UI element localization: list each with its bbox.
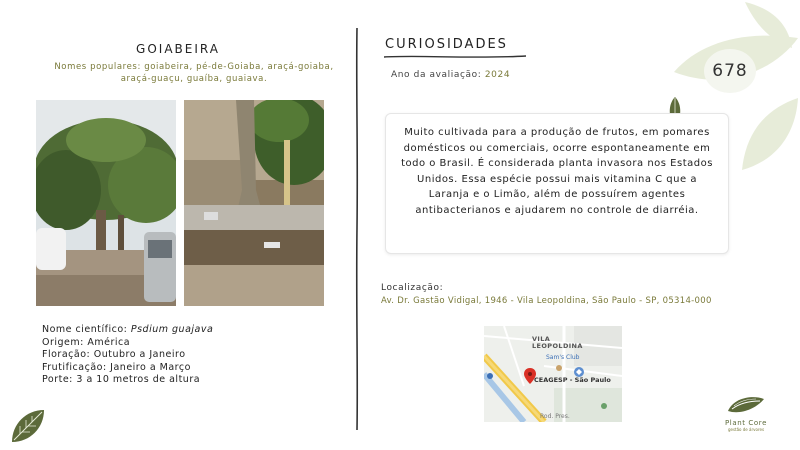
section-title: CURIOSIDADES	[385, 37, 508, 52]
brand-name: Plant Core	[724, 419, 768, 427]
tree-number: 678	[712, 61, 748, 81]
map-store-label: Sam's Club	[546, 354, 580, 361]
title-underline	[382, 54, 528, 60]
location-map[interactable]	[484, 326, 622, 422]
popular-names: Nomes populares: goiabeira, pé-de-Goiaba, araçá-goiaba, araçá-guaçu, guaíba, guaiava.	[54, 62, 334, 84]
plant-info	[42, 324, 213, 387]
map-neighborhood: VILA LEOPOLDINA	[532, 335, 583, 350]
trunk-photo	[184, 100, 324, 306]
map-place-label: CEAGESP - São Paulo	[534, 376, 611, 384]
species-title: GOIABEIRA	[136, 42, 220, 56]
flowering: Floração: Outubro a Janeiro	[42, 349, 186, 361]
scientific-name: Nome científico: Psdium guajava	[42, 324, 214, 335]
address: Av. Dr. Gastão Vidigal, 1946 - Vila Leopoldina, São Paulo - SP, 05314-000	[381, 296, 712, 306]
leaf-bottom-icon	[742, 98, 798, 170]
brand-tagline: gestão de árvores	[727, 427, 765, 432]
evaluation-year: Ano da avaliação: 2024	[391, 70, 511, 80]
curiosity-text: Muito cultivada para a produção de frutos, em pomares domésticos ou comerciais, ocorre espontaneamente em todo o Brasil. É considerada planta invasora nos Estados Unidos. Essa espécie possui mais vitamina C que a Laranja e o Limão, além de possuírem agentes antibacterianos e ajudarem no controle de diarréia.	[401, 127, 713, 216]
map-road-label: Rod. Pres.	[540, 413, 570, 420]
curiosity-card	[385, 113, 729, 254]
tree-photo	[36, 100, 176, 306]
tree-number-badge	[704, 49, 756, 93]
brand-logo	[716, 393, 776, 432]
leaf-bottom-left-icon	[8, 406, 48, 446]
brand-leaf-icon	[726, 393, 766, 415]
location-label: Localização:	[381, 283, 444, 293]
fruiting: Frutificação: Janeiro a Março	[42, 361, 191, 373]
size: Porte: 3 a 10 metros de altura	[42, 374, 201, 386]
origin: Origem: América	[42, 336, 131, 348]
vertical-divider	[354, 28, 360, 430]
